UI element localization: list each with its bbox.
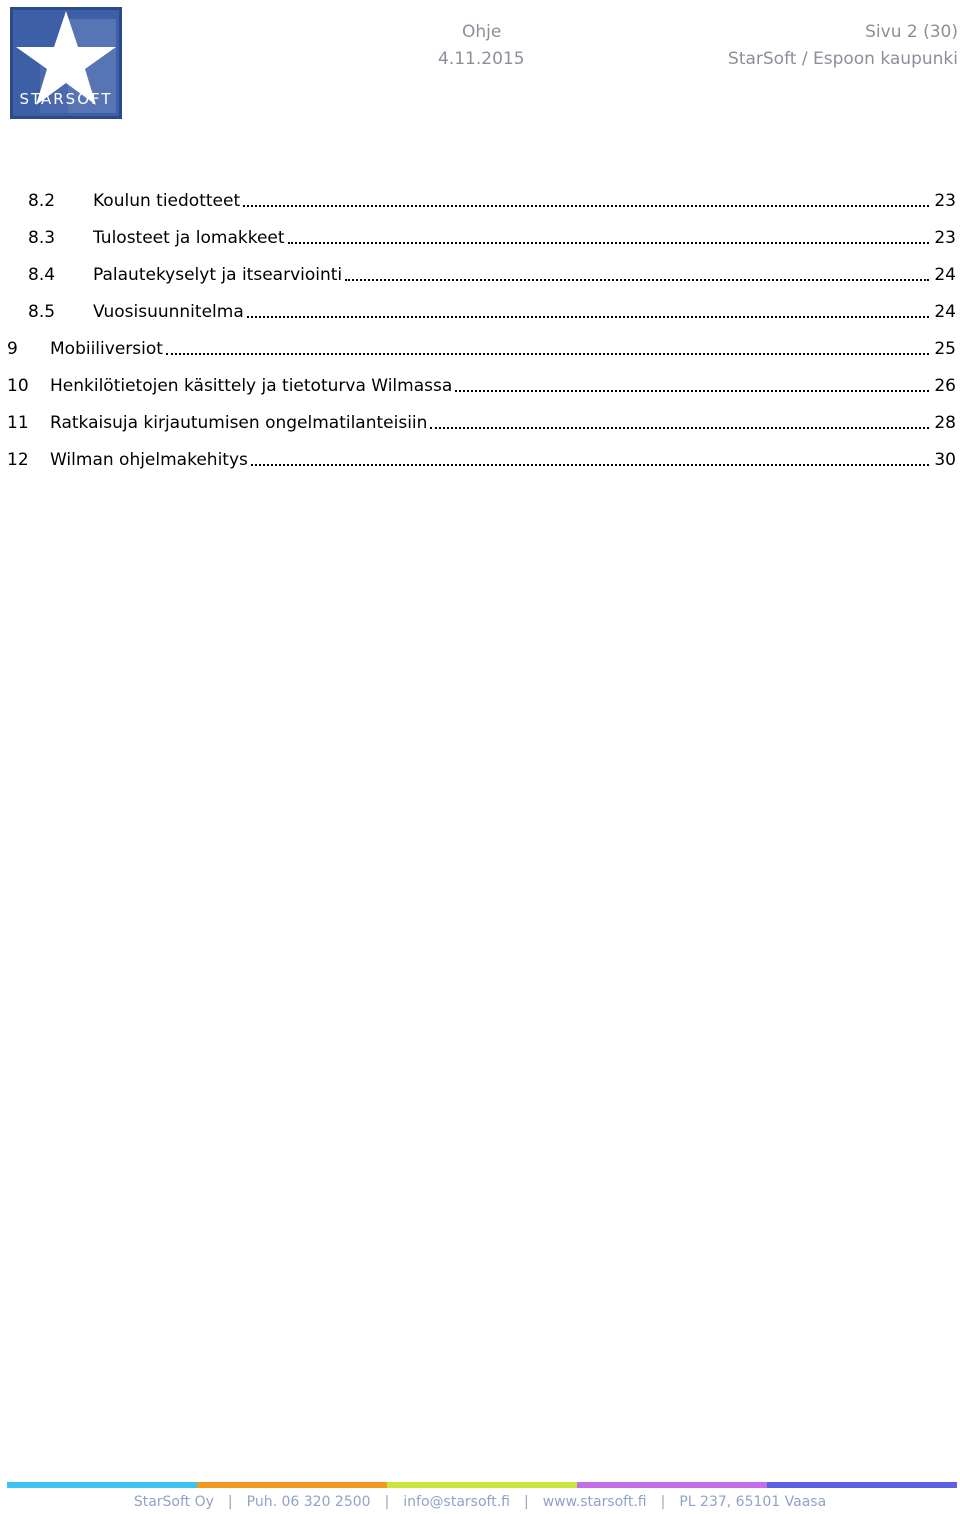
toc-entry-title: Henkilötietojen käsittely ja tietoturva Wilmassa bbox=[50, 376, 453, 396]
document-date: 4.11.2015 bbox=[438, 49, 525, 69]
footer-separator: | bbox=[384, 1494, 390, 1510]
toc-entry-title: Mobiiliversiot bbox=[50, 339, 163, 359]
toc-entry-number: 9 bbox=[7, 339, 18, 359]
toc-entry-number: 12 bbox=[7, 450, 29, 470]
footer-website[interactable]: www.starsoft.fi bbox=[542, 1494, 647, 1510]
toc-entry-page: 26 bbox=[934, 376, 956, 396]
toc-dot-leader bbox=[247, 298, 929, 318]
toc-entry-title-wrap bbox=[93, 224, 932, 252]
toc-entry-title: Tulosteet ja lomakkeet bbox=[93, 228, 285, 248]
toc-entry[interactable] bbox=[0, 372, 960, 409]
footer-company: StarSoft Oy bbox=[133, 1494, 214, 1510]
toc-entry-number: 8.2 bbox=[28, 191, 56, 211]
toc-dot-leader bbox=[430, 409, 929, 429]
toc-entry-page: 23 bbox=[934, 228, 956, 248]
toc-entry-title-wrap bbox=[50, 446, 932, 474]
toc-dot-leader bbox=[251, 446, 929, 466]
toc-entry-page: 30 bbox=[934, 450, 956, 470]
toc-entry-title-wrap bbox=[93, 298, 932, 326]
footer-color-segment bbox=[7, 1482, 197, 1488]
toc-dot-leader bbox=[455, 372, 929, 392]
toc-entry-title-wrap bbox=[50, 409, 932, 437]
toc-dot-leader bbox=[345, 261, 929, 281]
starsoft-logo bbox=[10, 7, 122, 119]
footer-phone: Puh. 06 320 2500 bbox=[246, 1494, 371, 1510]
toc-entry-number: 8.3 bbox=[28, 228, 56, 248]
toc-entry-number: 8.5 bbox=[28, 302, 56, 322]
toc-entry-page: 25 bbox=[934, 339, 956, 359]
toc-dot-leader bbox=[166, 335, 929, 355]
toc-entry-page: 23 bbox=[934, 191, 956, 211]
toc-entry[interactable] bbox=[0, 224, 960, 261]
toc-entry[interactable] bbox=[0, 335, 960, 372]
footer-separator: | bbox=[227, 1494, 233, 1510]
toc-entry-number: 8.4 bbox=[28, 265, 56, 285]
table-of-contents bbox=[0, 187, 960, 483]
organization: StarSoft / Espoon kaupunki bbox=[728, 49, 958, 69]
footer-separator: | bbox=[660, 1494, 666, 1510]
document-title: Ohje bbox=[462, 22, 502, 42]
toc-entry-page: 24 bbox=[934, 265, 956, 285]
toc-entry-title-wrap bbox=[50, 335, 932, 363]
toc-entry-page: 28 bbox=[934, 413, 956, 433]
toc-entry[interactable] bbox=[0, 261, 960, 298]
toc-entry-page: 24 bbox=[934, 302, 956, 322]
toc-entry[interactable] bbox=[0, 446, 960, 483]
toc-entry-title: Wilman ohjelmakehitys bbox=[50, 450, 248, 470]
footer-color-segment bbox=[197, 1482, 387, 1488]
toc-entry[interactable] bbox=[0, 298, 960, 335]
toc-entry-title: Vuosisuunnitelma bbox=[93, 302, 244, 322]
toc-entry[interactable] bbox=[0, 187, 960, 224]
toc-entry-number: 11 bbox=[7, 413, 29, 433]
footer-color-segment bbox=[767, 1482, 957, 1488]
toc-entry[interactable] bbox=[0, 409, 960, 446]
footer-color-segment bbox=[387, 1482, 577, 1488]
toc-entry-title: Ratkaisuja kirjautumisen ongelmatilanteisiin bbox=[50, 413, 428, 433]
toc-entry-title: Koulun tiedotteet bbox=[93, 191, 241, 211]
footer-separator: | bbox=[523, 1494, 529, 1510]
toc-dot-leader bbox=[288, 224, 929, 244]
footer-address: PL 237, 65101 Vaasa bbox=[679, 1494, 827, 1510]
footer bbox=[0, 1494, 960, 1510]
footer-email[interactable]: info@starsoft.fi bbox=[403, 1494, 510, 1510]
toc-entry-title: Palautekyselyt ja itsearviointi bbox=[93, 265, 343, 285]
footer-color-bar bbox=[7, 1482, 957, 1488]
footer-color-segment bbox=[577, 1482, 767, 1488]
logo-wordmark: STARSOFT bbox=[19, 90, 113, 108]
toc-entry-title-wrap bbox=[50, 372, 932, 400]
toc-entry-number: 10 bbox=[7, 376, 29, 396]
toc-entry-title-wrap bbox=[93, 261, 932, 289]
page-number: Sivu 2 (30) bbox=[865, 22, 958, 42]
toc-dot-leader bbox=[243, 187, 929, 207]
toc-entry-title-wrap bbox=[93, 187, 932, 215]
